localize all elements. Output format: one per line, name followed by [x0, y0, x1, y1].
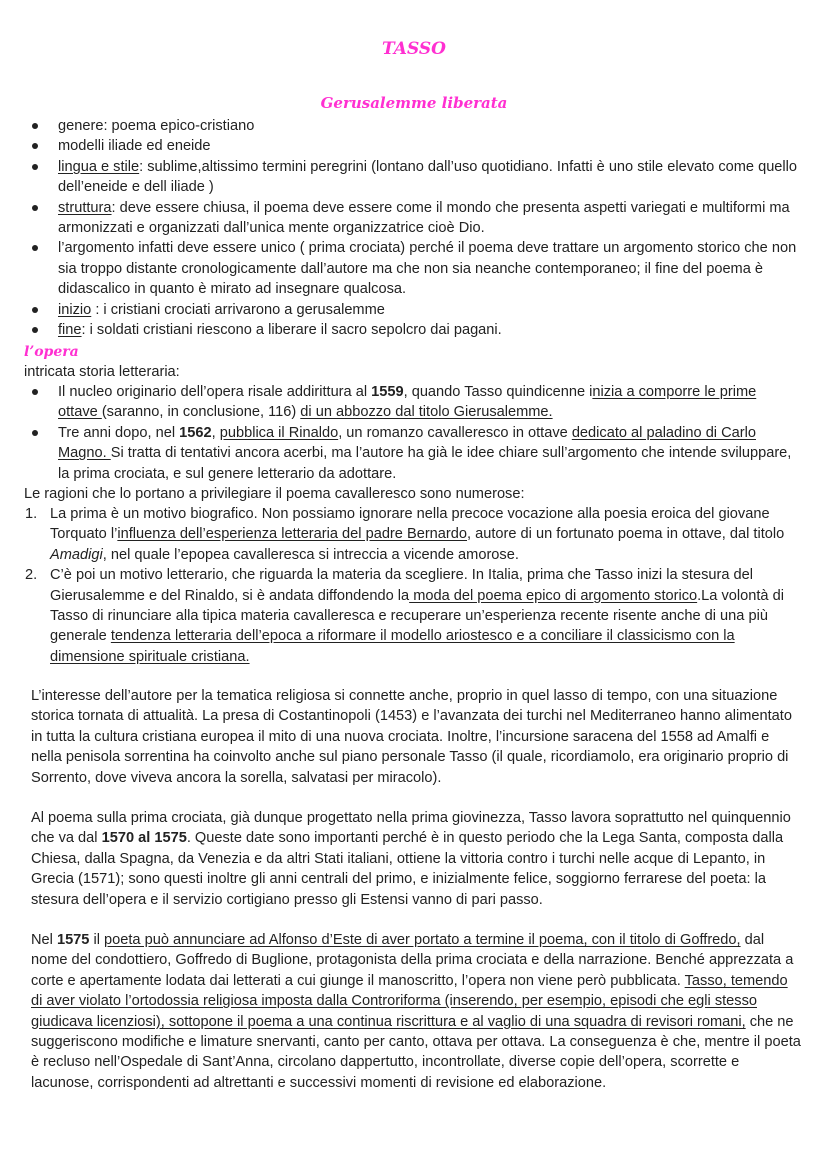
intro-bullet-list: [0, 116, 828, 340]
bullet-icon: [32, 430, 38, 436]
paragraph-interesse: L’interesse dell’autore per la tematica religiosa si connette anche, proprio in quel lasso di tempo, con una situazione storica tornata di attualità. La presa di Costantinopoli (1453) e l’avanzata dei turchi nel Mediterraneo hanno alimentato in tutta la cultura cristiana europea il mito di una nuova crociata. Inoltre, l’incursione saracena del 1558 ad Amalfi e nella penisola sorrentina ha coinvolto anche sul piano personale Tasso (il quale, ricordiamolo, era originario proprio di Sorrento, dove viveva ancora la sorella, salvatasi per miracolo).: [31, 688, 792, 786]
underlined-term: struttura: [58, 199, 112, 216]
reasons-intro: Le ragioni che lo portano a privilegiare il poema cavalleresco sono numerose:: [24, 486, 525, 502]
bullet-icon: [32, 245, 38, 251]
bullet-icon: [32, 164, 38, 170]
list-item: struttura: deve essere chiusa, il poema deve essere come il mondo che presenta aspetti variegati e multiformi ma armonizzati e organizzati dall’unica mente organizzatrice cioè Dio.: [0, 198, 828, 239]
list-item: Tre anni dopo, nel 1562, pubblica il Rinaldo, un romanzo cavalleresco in ottave dedicato al paladino di Carlo Magno. Si tratta di tentativi ancora acerbi, ma l’autore ha già le idee chiare sull’argomento che intende sviluppare, la prima crociata, e sul genere letterario da adottare.: [0, 423, 828, 484]
list-item: lingua e stile: sublime,altissimo termini peregrini (lontano dall’uso quotidiano. Infatti è uno stile elevato come quello dell’eneide e dell iliade ): [0, 157, 828, 198]
list-item: 2. C’è poi un motivo letterario, che riguarda la materia da scegliere. In Italia, prima che Tasso inizi la stesura del Gierusalemme e del Rinaldo, si è andata diffondendo la moda del poema epico di argomento storico.La volontà di Tasso di rinunciare alla tipica materia cavalleresca e recuperare un’esperienza recente risente anche di una più generale tendenza letteraria dell’epoca a riformare il modello ariostesco e a conciliare il classicismo con la dimensione spirituale cristiana.: [25, 567, 784, 665]
bullet-icon: [32, 389, 38, 395]
underlined-term: inizio: [58, 301, 92, 318]
paragraph-prima-crociata: Al poema sulla prima crociata, già dunque progettato nella prima giovinezza, Tasso lavora soprattutto nel quinquennio che va dal 1570 al 1575. Queste date sono importanti perché è in questo periodo che la Lega Santa, composta dalla Chiesa, dalla Spagna, da Venezia e da altri Stati italiani, ottiene la vittoria contro i turchi nelle acque di Lepanto, in Grecia (1571); sono questi inoltre gli anni centrali del primo, e inizialmente felice, soggiorno ferrarese del poeta: la stesura dell’opera e il servizio cortigiano presso gli Estensi vanno di pari passo.: [31, 810, 791, 908]
bullet-icon: [32, 143, 38, 149]
reasons-numbered-list: [0, 504, 828, 667]
list-item: fine: i soldati cristiani riescono a liberare il sacro sepolcro dai pagani.: [0, 320, 828, 340]
underlined-term: lingua e stile: [58, 158, 140, 175]
underlined-term: fine: [58, 322, 82, 339]
bullet-icon: [32, 123, 38, 129]
bullet-icon: [32, 307, 38, 313]
list-item: genere: poema epico-cristiano: [0, 116, 828, 136]
paragraph-goffredo: Nel 1575 il poeta può annunciare ad Alfonso d’Este di aver portato a termine il poema, con il titolo di Goffredo, dal nome del condottiero, Goffredo di Buglione, protagonista della prima crociata e della narrazione. Benché apprezzata a corte e apertamente lodata dai letterati a cui giunge il manoscritto, l’opera non viene però pubblicata. Tasso, temendo di aver violato l’ortodossia religiosa imposta dalla Controriforma (inserendo, per esempio, episodi che egli stesso giudicava licenziosi), sottopone il poema a una continua riscrittura e al vaglio di una squadra di revisori romani, che ne suggeriscono modifiche e limature snervanti, canto per canto, ottava per ottava. La conseguenza è che, mentre il poeta è recluso nell’Ospedale di Sant’Anna, circolano dappertutto, incontrollate, diverse copie dell’opera, scorrette e lacunose, corrispondenti ad altrettanti e successivi momenti di revisione ed elaborazione.: [31, 932, 801, 1091]
list-item: l’argomento infatti deve essere unico ( prima crociata) perché il poema deve trattare un argomento storico che non sia troppo distante cronologicamente dall’autore ma che non sia neanche contemporaneo; il fine del poema è didascalico in quanto è mirato ad insegnare qualcosa.: [0, 238, 828, 299]
document-title: TASSO: [382, 39, 446, 59]
bullet-icon: [32, 327, 38, 333]
bullet-icon: [32, 205, 38, 211]
list-item: Il nucleo originario dell’opera risale addirittura al 1559, quando Tasso quindicenne inizia a comporre le prime ottave (saranno, in conclusione, 116) di un abbozzo dal titolo Gierusalemme.: [0, 382, 828, 423]
list-item: modelli iliade ed eneide: [0, 136, 828, 156]
list-item: inizio : i cristiani crociati arrivarono a gerusalemme: [0, 300, 828, 320]
list-item: 1. La prima è un motivo biografico. Non possiamo ignorare nella precoce vocazione alla poesia eroica del giovane Torquato l’influenza dell’esperienza letteraria del padre Bernardo, autore di un fortunato poema in ottave, dal titolo Amadigi, nel quale l’epopea cavalleresca si intreccia a vicende amorose.: [25, 506, 785, 563]
opera-intro: intricata storia letteraria:: [24, 364, 180, 380]
document-subtitle: Gerusalemme liberata: [320, 94, 508, 112]
opera-bullet-list: [0, 382, 828, 484]
section-heading-opera: l’opera: [24, 344, 79, 360]
